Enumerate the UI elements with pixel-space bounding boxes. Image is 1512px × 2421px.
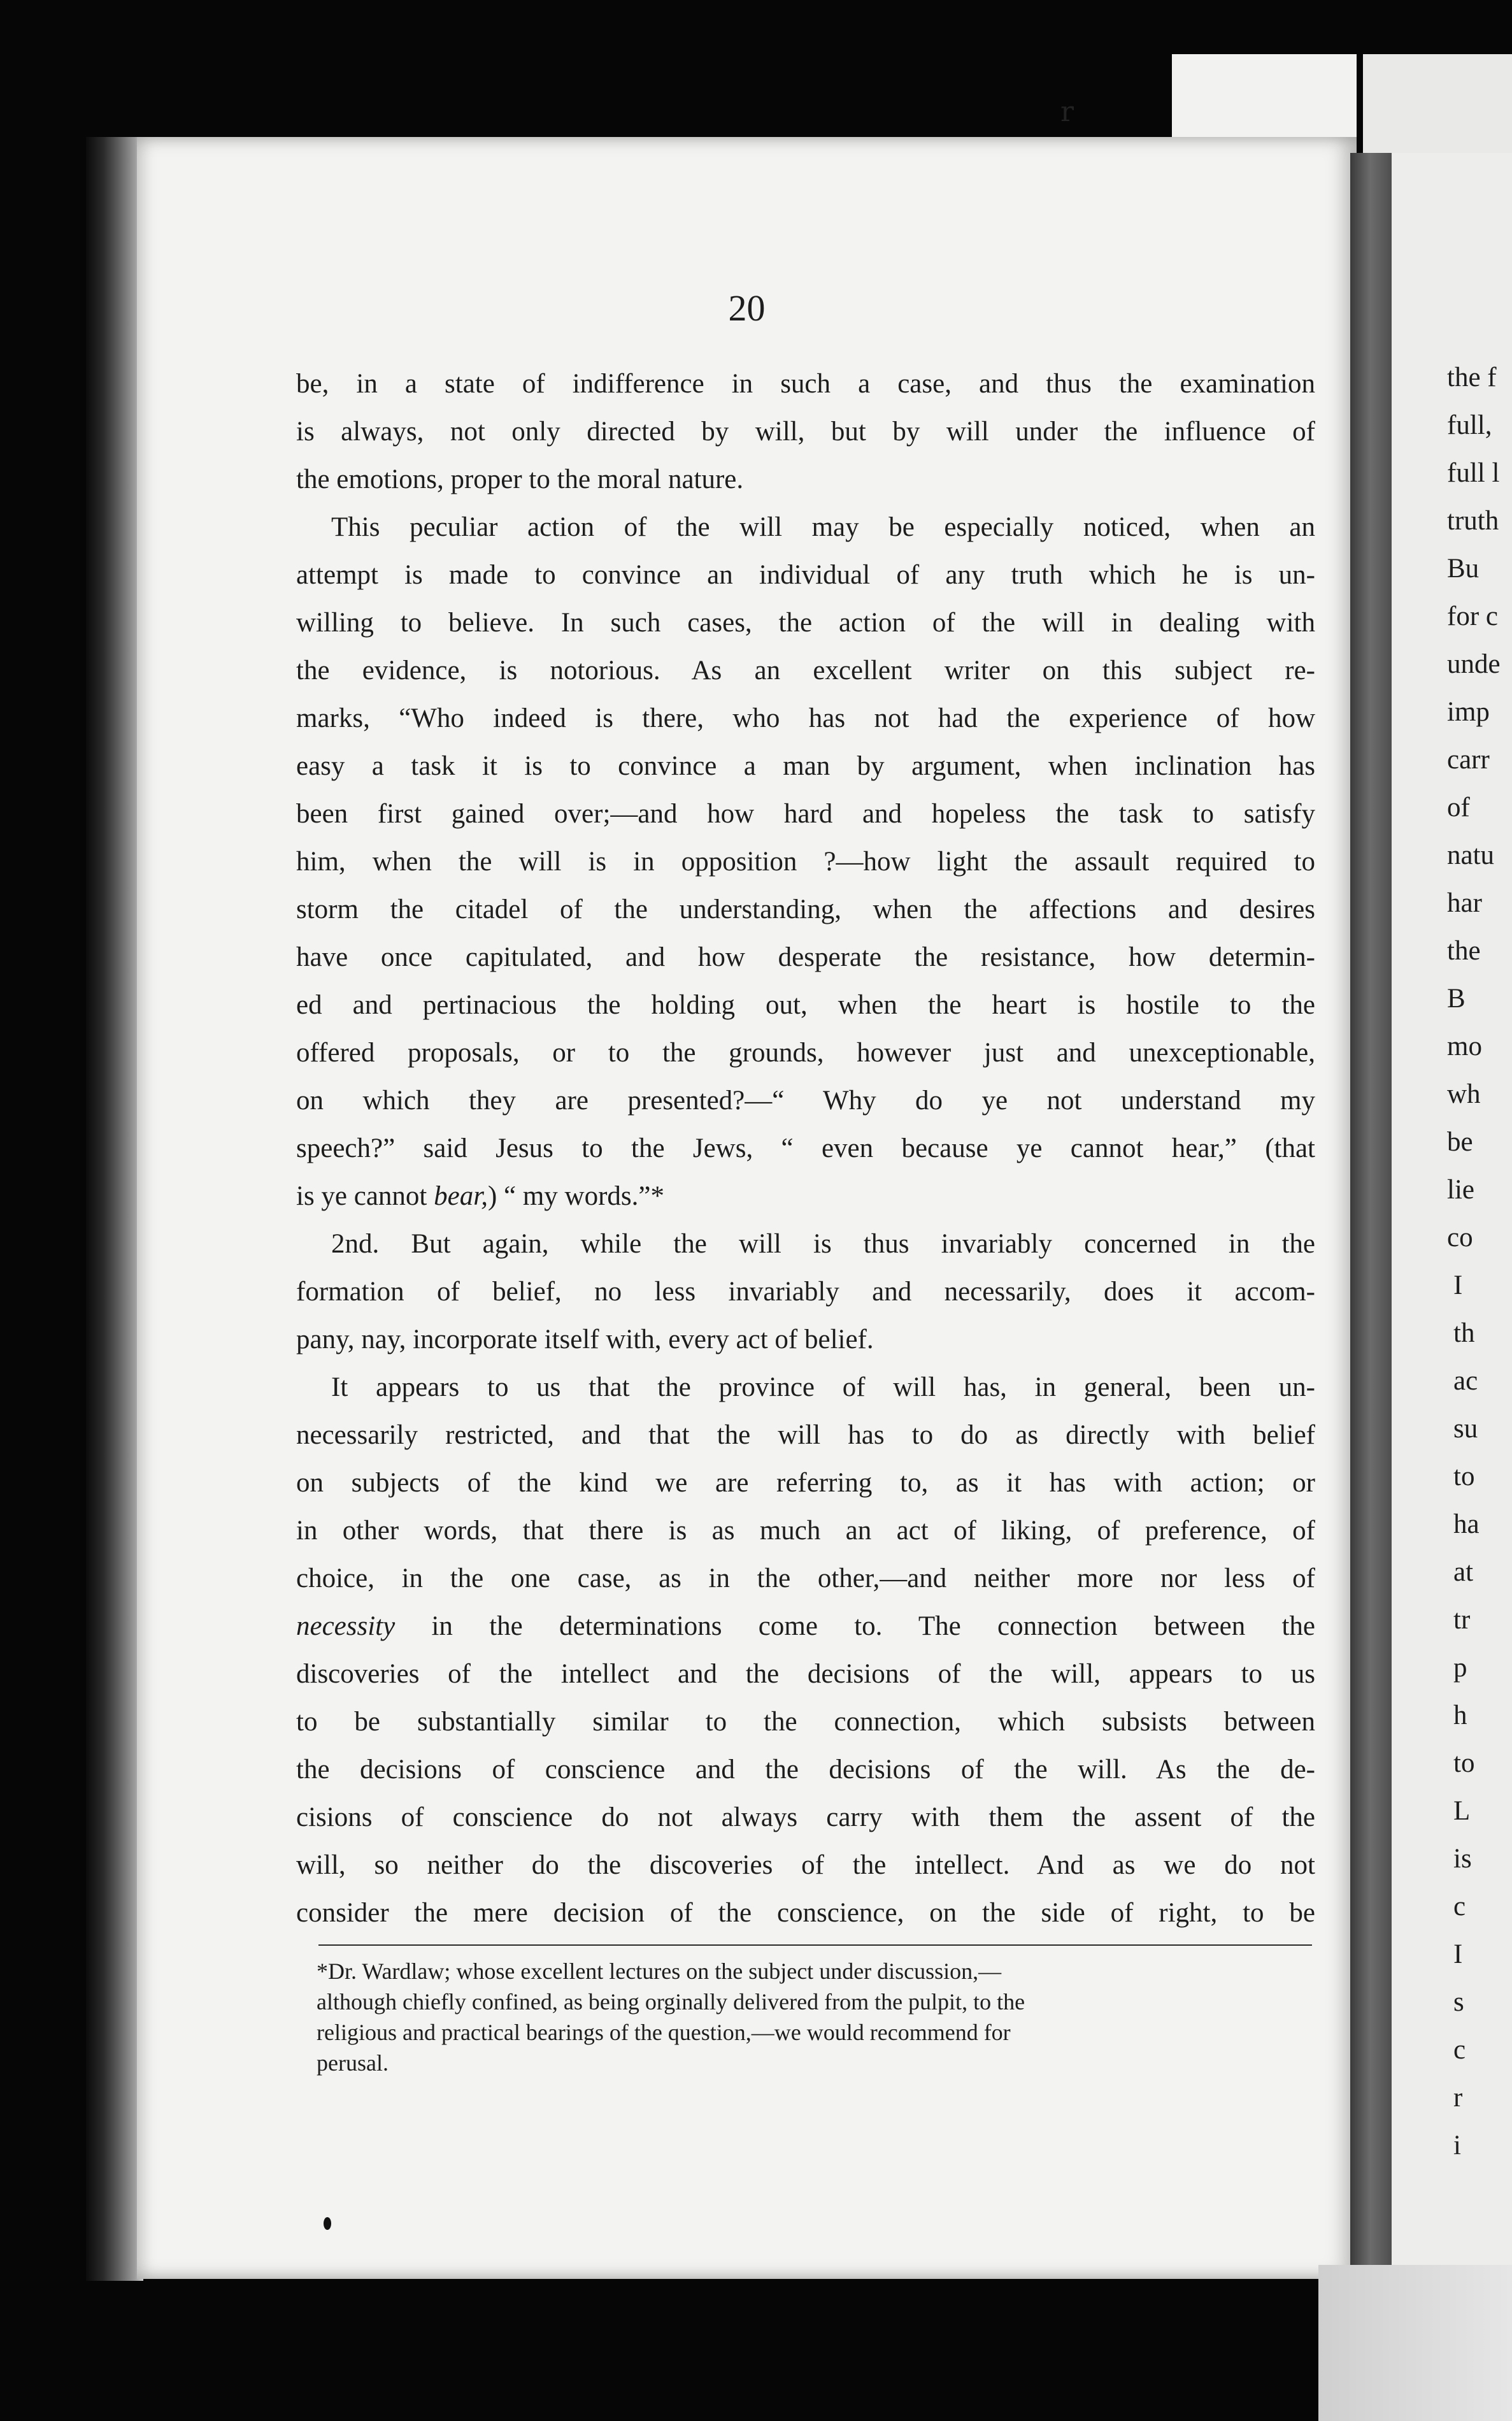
next-page-fragment: ac: [1453, 1366, 1478, 1396]
next-page-fragment: L: [1453, 1796, 1471, 1826]
footnote: [317, 1956, 1313, 2078]
next-page-fragment: ha: [1453, 1509, 1480, 1539]
page-gutter: [1350, 153, 1395, 2284]
text-line: necessarily restricted, and that the will has to do as directly with belief: [296, 1420, 1315, 1450]
text-line: offered proposals, or to the grounds, however just and unexceptionable,: [296, 1038, 1315, 1068]
next-page-fragment: co: [1447, 1223, 1473, 1253]
text-line: attempt is made to convince an individual of any truth which he is un-: [296, 560, 1315, 590]
next-page-text: [1447, 354, 1512, 2169]
text-line: choice, in the one case, as in the other,—and neither more nor less of: [296, 1563, 1315, 1593]
next-page-fragment: c: [1453, 1892, 1466, 1922]
next-page-fragment: natu: [1447, 840, 1495, 870]
text-line: speech?” said Jesus to the Jews, “ even because ye cannot hear,” (that: [296, 1133, 1315, 1163]
next-page-fragment: the: [1447, 936, 1481, 966]
text-line: him, when the will is in opposition ?—how light the assault required to: [296, 847, 1315, 877]
text-line: It appears to us that the province of will has, in general, been un-: [331, 1372, 1315, 1402]
next-page-fragment: the f: [1447, 363, 1497, 392]
next-page-fragment: th: [1453, 1318, 1475, 1348]
next-page-fragment: su: [1453, 1414, 1478, 1444]
footnote-line: although chiefly confined, as being orginally delivered from the pulpit, to the: [317, 1989, 1025, 2015]
next-page-fragment: of: [1447, 793, 1470, 823]
next-page-fragment: har: [1447, 888, 1482, 918]
text-line: pany, nay, incorporate itself with, every act of belief.: [296, 1325, 874, 1354]
next-page-fragment: to: [1453, 1748, 1475, 1778]
footnote-line: *Dr. Wardlaw; whose excellent lectures on the subject under discussion,—: [317, 1958, 1002, 1984]
italic-word: necessity: [296, 1611, 396, 1641]
next-page-fragment: full l: [1447, 458, 1500, 488]
text-line: to be substantially similar to the connection, which subsists between: [296, 1707, 1315, 1737]
next-page-fragment: is: [1453, 1844, 1472, 1874]
next-page-fragment: lie: [1447, 1175, 1474, 1205]
footnote-divider: [318, 1944, 1312, 1946]
next-page-fragment: for c: [1447, 601, 1498, 631]
text-line: on subjects of the kind we are referring to, as it has with action; or: [296, 1468, 1315, 1498]
text-line: on which they are presented?—“ Why do ye not understand my: [296, 1086, 1315, 1116]
next-page-fragment: tr: [1453, 1605, 1471, 1635]
text-fragment: ) “ my words.”*: [487, 1181, 664, 1211]
next-page-fragment: be: [1447, 1127, 1473, 1157]
paragraph-3: [296, 1220, 1315, 1363]
next-page-top-edge: [1172, 54, 1357, 140]
corner-mark: r: [1060, 96, 1074, 128]
next-page-fragment: wh: [1447, 1079, 1481, 1109]
text-line: 2nd. But again, while the will is thus invariably concerned in the: [331, 1229, 1315, 1259]
paragraph-2: [296, 503, 1315, 1220]
next-page-fragment: truth: [1447, 506, 1499, 536]
next-page-fragment: h: [1453, 1700, 1467, 1730]
text-line: easy a task it is to convince a man by argument, when inclination has: [296, 751, 1315, 781]
next-page-fragment: p: [1453, 1653, 1467, 1683]
text-line: ed and pertinacious the holding out, when the heart is hostile to the: [296, 990, 1315, 1020]
footnote-line: perusal.: [317, 2050, 389, 2076]
next-page-bottom-edge: [1318, 2265, 1512, 2421]
text-line: This peculiar action of the will may be especially noticed, when an: [331, 512, 1315, 542]
text-line: the evidence, is notorious. As an excellent writer on this subject re-: [296, 656, 1315, 686]
paragraph-4: [296, 1363, 1315, 1937]
next-page-fragment: c: [1453, 2035, 1466, 2065]
footnote-line: religious and practical bearings of the question,—we would recommend for: [317, 2020, 1011, 2045]
text-line: been first gained over;—and how hard and hopeless the task to satisfy: [296, 799, 1315, 829]
text-line: [296, 1602, 1315, 1650]
next-page-fragment: to: [1453, 1462, 1475, 1491]
next-page-fragment: carr: [1447, 745, 1490, 775]
binding-shadow: [86, 137, 143, 2281]
text-line: in other words, that there is as much an act of liking, of preference, of: [296, 1516, 1315, 1546]
next-page-fragment: imp: [1447, 697, 1490, 727]
next-page-fragment: at: [1453, 1557, 1474, 1587]
next-page-fragment: i: [1453, 2130, 1461, 2160]
text-line: formation of belief, no less invariably and necessarily, does it accom-: [296, 1277, 1315, 1307]
text-line: consider the mere decision of the conscience, on the side of right, to be: [296, 1898, 1315, 1928]
text-line: is always, not only directed by will, but by will under the influence of: [296, 417, 1315, 447]
text-line: cisions of conscience do not always carry with them the assent of the: [296, 1802, 1315, 1832]
text-line: [296, 1172, 1315, 1220]
ink-speck: [324, 2217, 331, 2230]
next-page-fragment: mo: [1447, 1031, 1482, 1061]
next-page-fragment: unde: [1447, 649, 1501, 679]
text-line: will, so neither do the discoveries of the intellect. And as we do not: [296, 1850, 1315, 1880]
next-page-fragment: r: [1453, 2083, 1463, 2113]
next-page-corner: [1363, 54, 1512, 156]
next-page-fragment: B: [1447, 984, 1466, 1014]
next-page-fragment: I: [1453, 1270, 1463, 1300]
next-page-fragment: Bu: [1447, 554, 1480, 584]
page-number: 20: [728, 287, 766, 329]
next-page-fragment: I: [1453, 1939, 1463, 1969]
text-fragment: is ye cannot: [296, 1181, 434, 1211]
text-line: willing to believe. In such cases, the action of the will in dealing with: [296, 608, 1315, 638]
paragraph-1: [296, 360, 1315, 503]
text-line: the emotions, proper to the moral nature.: [296, 464, 744, 494]
text-line: the decisions of conscience and the decisions of the will. As the de-: [296, 1755, 1315, 1785]
text-line: storm the citadel of the understanding, when the affections and desires: [296, 894, 1315, 924]
next-page-fragment: full,: [1447, 410, 1492, 440]
text-line: discoveries of the intellect and the decisions of the will, appears to us: [296, 1659, 1315, 1689]
text-fragment: in the determinations come to. The connection between the: [395, 1611, 1315, 1641]
italic-word: bear,: [434, 1181, 488, 1211]
next-page-fragment: s: [1453, 1987, 1464, 2017]
text-line: marks, “Who indeed is there, who has not had the experience of how: [296, 703, 1315, 733]
text-line: be, in a state of indifference in such a case, and thus the examination: [296, 369, 1315, 399]
text-line: have once capitulated, and how desperate the resistance, how determin-: [296, 942, 1315, 972]
